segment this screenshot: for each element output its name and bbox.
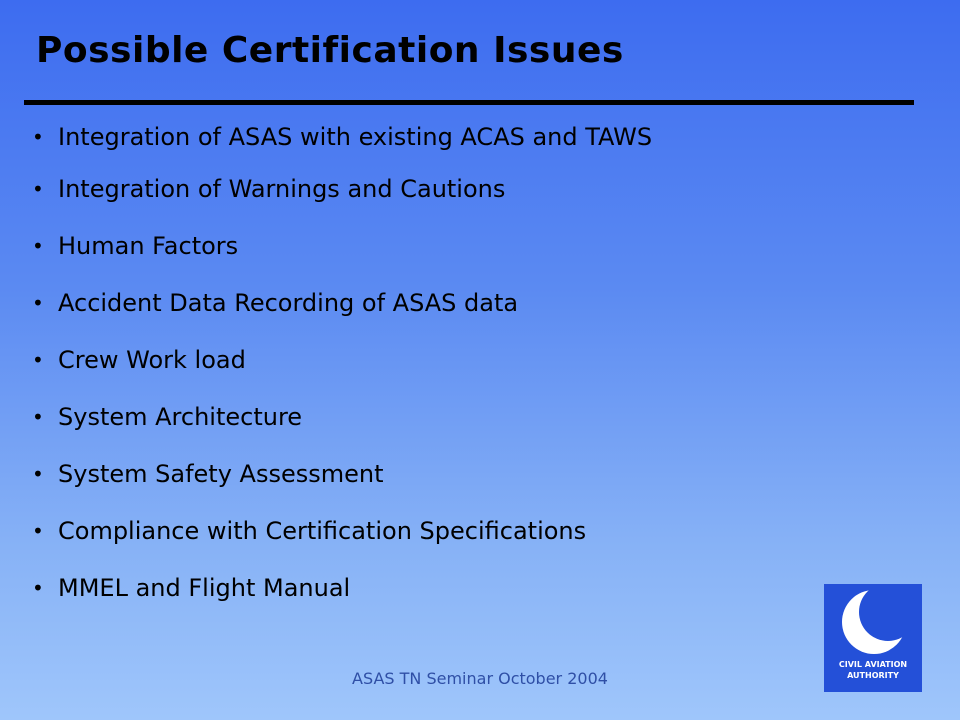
bullet-text: Human Factors (58, 232, 239, 260)
slide-title: Possible Certification Issues (36, 30, 624, 71)
bullet-item (32, 345, 792, 375)
logo-line-1: CIVIL AVIATION (838, 660, 908, 669)
bullet-text: Crew Work load (58, 346, 246, 374)
bullet-icon: • (32, 291, 44, 315)
bullet-item (32, 516, 792, 546)
bullet-item (32, 174, 792, 204)
bullet-item (32, 573, 792, 603)
caa-logo (824, 584, 922, 692)
bullet-text: Accident Data Recording of ASAS data (58, 289, 519, 317)
bullet-text: System Architecture (58, 403, 303, 431)
bullet-text: Compliance with Certification Specifications (58, 517, 587, 545)
bullet-text: MMEL and Flight Manual (58, 574, 351, 602)
bullet-text: System Safety Assessment (58, 460, 384, 488)
title-divider (24, 100, 914, 105)
bullet-item (32, 122, 792, 152)
bullet-item (32, 459, 792, 489)
bullet-text: Integration of Warnings and Cautions (58, 175, 506, 203)
logo-line-2: AUTHORITY (847, 671, 899, 680)
bullet-icon: • (32, 405, 44, 429)
bullet-list (32, 122, 792, 630)
crescent-icon (824, 584, 922, 662)
bullet-icon: • (32, 234, 44, 258)
bullet-icon: • (32, 177, 44, 201)
bullet-icon: • (32, 576, 44, 600)
bullet-icon: • (32, 125, 44, 149)
bullet-icon: • (32, 519, 44, 543)
bullet-icon: • (32, 462, 44, 486)
bullet-item (32, 231, 792, 261)
bullet-text: Integration of ASAS with existing ACAS and TAWS (58, 123, 653, 151)
bullet-item (32, 402, 792, 432)
footer-text: ASAS TN Seminar October 2004 (352, 669, 608, 688)
bullet-icon: • (32, 348, 44, 372)
bullet-item (32, 288, 792, 318)
